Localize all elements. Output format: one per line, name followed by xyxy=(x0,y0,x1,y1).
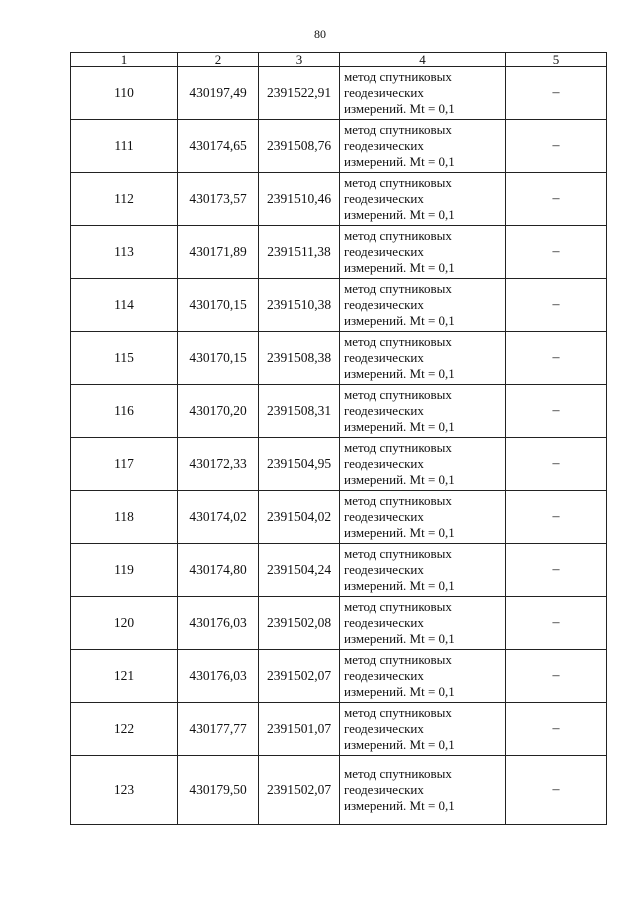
table-body xyxy=(71,67,607,825)
method-cell xyxy=(340,491,506,544)
method-text-line: измерений. Mt = 0,1 xyxy=(344,207,455,222)
method-text-line: геодезических xyxy=(344,615,424,630)
x-coordinate-cell: 430176,03 xyxy=(178,597,259,650)
method-text-line: геодезических xyxy=(344,138,424,153)
table-row xyxy=(71,385,607,438)
x-coordinate-cell: 430170,20 xyxy=(178,385,259,438)
point-number-cell: 114 xyxy=(71,279,178,332)
method-text-line: измерений. Mt = 0,1 xyxy=(344,419,455,434)
method-text-line: геодезических xyxy=(344,191,424,206)
table-row xyxy=(71,650,607,703)
point-number-cell: 113 xyxy=(71,226,178,279)
table-row xyxy=(71,120,607,173)
table-row xyxy=(71,491,607,544)
point-number-cell: 117 xyxy=(71,438,178,491)
point-number-cell: 119 xyxy=(71,544,178,597)
x-coordinate-cell: 430174,65 xyxy=(178,120,259,173)
x-coordinate-cell: 430197,49 xyxy=(178,67,259,120)
x-coordinate-cell: 430174,02 xyxy=(178,491,259,544)
table-row xyxy=(71,597,607,650)
y-coordinate-cell: 2391508,38 xyxy=(259,332,340,385)
method-text-line: геодезических xyxy=(344,85,424,100)
method-text-line: метод спутниковых xyxy=(344,122,452,137)
column-header-point-number: 1 xyxy=(71,53,178,67)
method-text-line: измерений. Mt = 0,1 xyxy=(344,525,455,540)
method-text-line: геодезических xyxy=(344,721,424,736)
method-cell xyxy=(340,385,506,438)
method-text-line: метод спутниковых xyxy=(344,652,452,667)
method-text-line: измерений. Mt = 0,1 xyxy=(344,631,455,646)
table-row xyxy=(71,756,607,825)
note-cell: – xyxy=(506,67,607,120)
method-text-line: геодезических xyxy=(344,668,424,683)
method-cell xyxy=(340,332,506,385)
y-coordinate-cell: 2391510,38 xyxy=(259,279,340,332)
method-text-line: измерений. Mt = 0,1 xyxy=(344,684,455,699)
point-number-cell: 110 xyxy=(71,67,178,120)
note-cell: – xyxy=(506,544,607,597)
method-cell xyxy=(340,279,506,332)
column-header-note: 5 xyxy=(506,53,607,67)
y-coordinate-cell: 2391504,24 xyxy=(259,544,340,597)
method-cell xyxy=(340,703,506,756)
y-coordinate-cell: 2391508,76 xyxy=(259,120,340,173)
method-text-line: метод спутниковых xyxy=(344,599,452,614)
y-coordinate-cell: 2391511,38 xyxy=(259,226,340,279)
note-cell: – xyxy=(506,279,607,332)
method-cell xyxy=(340,67,506,120)
method-text-line: метод спутниковых xyxy=(344,69,452,84)
point-number-cell: 122 xyxy=(71,703,178,756)
x-coordinate-cell: 430171,89 xyxy=(178,226,259,279)
method-text-line: метод спутниковых xyxy=(344,493,452,508)
method-text-line: измерений. Mt = 0,1 xyxy=(344,737,455,752)
method-text-line: измерений. Mt = 0,1 xyxy=(344,798,455,813)
method-cell xyxy=(340,544,506,597)
table-row xyxy=(71,226,607,279)
table-row xyxy=(71,173,607,226)
method-text-line: геодезических xyxy=(344,350,424,365)
coordinates-table xyxy=(70,52,607,825)
column-header-y: 3 xyxy=(259,53,340,67)
point-number-cell: 115 xyxy=(71,332,178,385)
method-cell xyxy=(340,756,506,825)
method-text-line: геодезических xyxy=(344,456,424,471)
method-text-line: измерений. Mt = 0,1 xyxy=(344,472,455,487)
method-text-line: геодезических xyxy=(344,244,424,259)
x-coordinate-cell: 430172,33 xyxy=(178,438,259,491)
page-number: 80 xyxy=(314,27,326,41)
note-cell: – xyxy=(506,438,607,491)
y-coordinate-cell: 2391501,07 xyxy=(259,703,340,756)
y-coordinate-cell: 2391502,07 xyxy=(259,756,340,825)
note-cell: – xyxy=(506,756,607,825)
y-coordinate-cell: 2391504,95 xyxy=(259,438,340,491)
note-cell: – xyxy=(506,650,607,703)
method-text-line: измерений. Mt = 0,1 xyxy=(344,101,455,116)
point-number-cell: 111 xyxy=(71,120,178,173)
table-row xyxy=(71,67,607,120)
table-row xyxy=(71,703,607,756)
method-text-line: метод спутниковых xyxy=(344,705,452,720)
note-cell: – xyxy=(506,173,607,226)
method-text-line: измерений. Mt = 0,1 xyxy=(344,313,455,328)
y-coordinate-cell: 2391508,31 xyxy=(259,385,340,438)
method-cell xyxy=(340,438,506,491)
method-text-line: измерений. Mt = 0,1 xyxy=(344,578,455,593)
method-text-line: геодезических xyxy=(344,782,424,797)
method-cell xyxy=(340,226,506,279)
note-cell: – xyxy=(506,491,607,544)
point-number-cell: 118 xyxy=(71,491,178,544)
note-cell: – xyxy=(506,120,607,173)
point-number-cell: 121 xyxy=(71,650,178,703)
x-coordinate-cell: 430170,15 xyxy=(178,332,259,385)
method-cell xyxy=(340,173,506,226)
x-coordinate-cell: 430179,50 xyxy=(178,756,259,825)
note-cell: – xyxy=(506,226,607,279)
point-number-cell: 120 xyxy=(71,597,178,650)
method-text-line: метод спутниковых xyxy=(344,281,452,296)
x-coordinate-cell: 430174,80 xyxy=(178,544,259,597)
note-cell: – xyxy=(506,597,607,650)
method-text-line: геодезических xyxy=(344,297,424,312)
method-text-line: метод спутниковых xyxy=(344,440,452,455)
table-row xyxy=(71,438,607,491)
point-number-cell: 116 xyxy=(71,385,178,438)
method-text-line: геодезических xyxy=(344,403,424,418)
note-cell: – xyxy=(506,332,607,385)
method-text-line: измерений. Mt = 0,1 xyxy=(344,260,455,275)
table-row xyxy=(71,279,607,332)
note-cell: – xyxy=(506,385,607,438)
method-text-line: метод спутниковых xyxy=(344,228,452,243)
method-text-line: метод спутниковых xyxy=(344,766,452,781)
y-coordinate-cell: 2391510,46 xyxy=(259,173,340,226)
column-header-x: 2 xyxy=(178,53,259,67)
point-number-cell: 112 xyxy=(71,173,178,226)
table-row xyxy=(71,332,607,385)
method-text-line: метод спутниковых xyxy=(344,175,452,190)
method-text-line: измерений. Mt = 0,1 xyxy=(344,154,455,169)
column-header-method: 4 xyxy=(340,53,506,67)
method-text-line: геодезических xyxy=(344,562,424,577)
method-cell xyxy=(340,120,506,173)
x-coordinate-cell: 430177,77 xyxy=(178,703,259,756)
method-text-line: геодезических xyxy=(344,509,424,524)
method-cell xyxy=(340,597,506,650)
table-row xyxy=(71,544,607,597)
note-cell: – xyxy=(506,703,607,756)
table-header-row xyxy=(71,53,607,67)
x-coordinate-cell: 430173,57 xyxy=(178,173,259,226)
y-coordinate-cell: 2391504,02 xyxy=(259,491,340,544)
x-coordinate-cell: 430176,03 xyxy=(178,650,259,703)
method-cell xyxy=(340,650,506,703)
x-coordinate-cell: 430170,15 xyxy=(178,279,259,332)
method-text-line: метод спутниковых xyxy=(344,546,452,561)
y-coordinate-cell: 2391502,07 xyxy=(259,650,340,703)
y-coordinate-cell: 2391502,08 xyxy=(259,597,340,650)
method-text-line: метод спутниковых xyxy=(344,387,452,402)
y-coordinate-cell: 2391522,91 xyxy=(259,67,340,120)
method-text-line: метод спутниковых xyxy=(344,334,452,349)
method-text-line: измерений. Mt = 0,1 xyxy=(344,366,455,381)
point-number-cell: 123 xyxy=(71,756,178,825)
